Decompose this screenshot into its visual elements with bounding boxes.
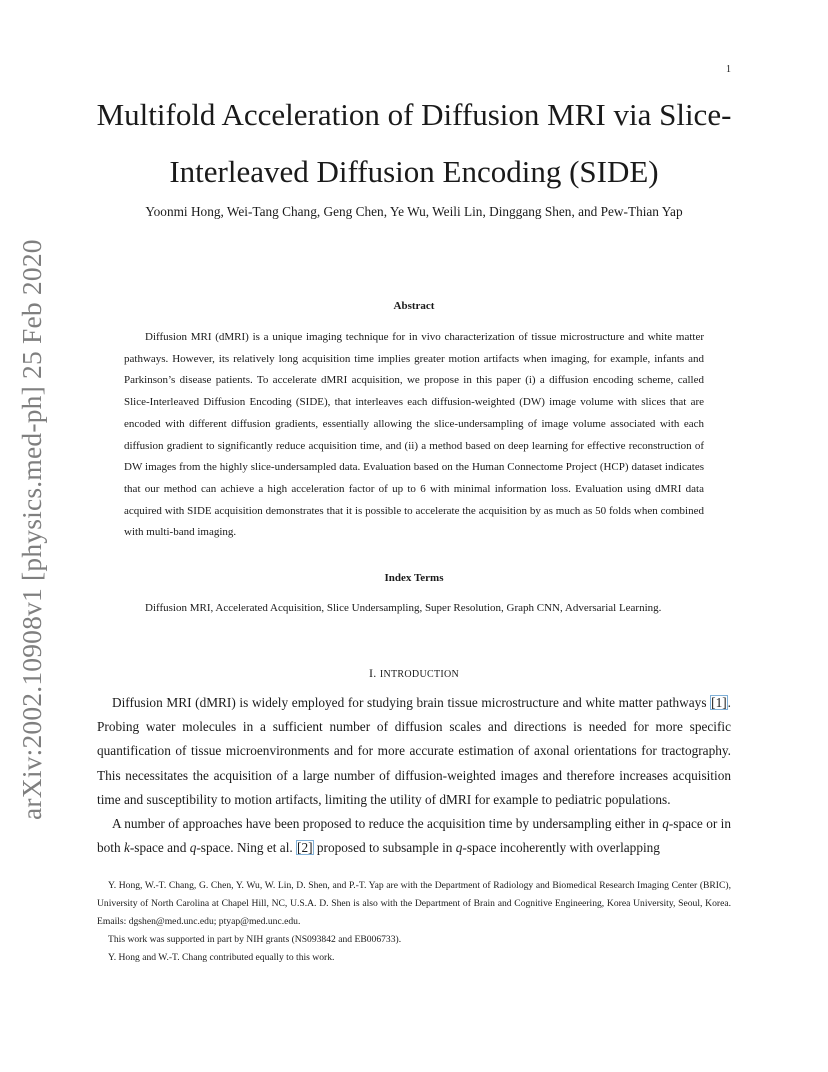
intro-p2-text-b: -space or in both [97,816,731,856]
abstract-heading: Abstract [393,300,435,312]
intro-p2-text-f: -space incoherently with overlapping [462,840,660,856]
citation-link-2[interactable]: [2] [297,840,313,856]
intro-paragraph-2 [97,812,731,860]
page-number: 1 [726,64,731,75]
footnote-equal-contribution: Y. Hong and W.-T. Chang contributed equally to this work. [108,952,335,963]
math-q: q [455,840,463,856]
section-title: INTRODUCTION [379,669,460,680]
footnotes [97,877,731,967]
arxiv-side-stamp: arXiv:2002.10908v1 [physics.med-ph] 25 Feb 2020 [16,239,47,820]
introduction-heading [96,666,732,681]
math-k: k [123,840,130,856]
intro-p2-text-e: proposed to subsample in [313,840,456,856]
math-q: q [189,840,197,856]
intro-p2-text-a: A number of approaches have been proposed to reduce the acquisition time by undersampling either in [112,816,663,831]
footnote-affiliations: Y. Hong, W.-T. Chang, G. Chen, Y. Wu, W. Lin, D. Shen, and P.-T. Yap are with the Department of Radiology and Biomedical Research Imaging Center (BRIC), University of North Carolina at Chapel Hill, NC, U.S.A. D. Shen is also with the Department of Brain and Cognitive Engineering, Korea University, Seoul, Korea. Emails: dgshen@med.unc.edu; ptyap@med.unc.edu. [97,880,731,927]
citation-link-1[interactable]: [1] [711,695,727,710]
index-terms-text: Diffusion MRI, Accelerated Acquisition, Slice Undersampling, Super Resolution, Graph CNN, Adversarial Learning. [145,602,662,614]
math-q: q [662,816,669,831]
footnote-funding: This work was supported in part by NIH grants (NS093842 and EB006733). [108,934,402,945]
section-numeral: I. [368,666,380,680]
abstract-text: Diffusion MRI (dMRI) is a unique imaging technique for in vivo characterization of tissue microstructure and white matter pathways. However, its relatively long acquisition time implies greater motion artifacts when imaging, for example, infants and Parkinson’s disease patients. To accelerate dMRI acquisition, we propose in this paper (i) a diffusion encoding scheme, called Slice-Interleaved Diffusion Encoding (SIDE), that interleaves each diffusion-weighted (DW) image volume with slices that are encoded with different diffusion gradients, essentially allowing the slice-undersampling of image volume associated with each diffusion gradient to significantly reduce acquisition time, and (ii) a method based on deep learning for effective reconstruction of DW images from the highly slice-undersampled data. Evaluation based on the Human Connectome Project (HCP) dataset indicates that our method can achieve a high acceleration factor of up to 6 with minimal information loss. Evaluation using dMRI data acquired with SIDE acquisition demonstrates that it is possible to accelerate the acquisition by as much as 50 folds when combined with multi-band imaging. [124,331,704,539]
intro-p1-text: Diffusion MRI (dMRI) is widely employed for studying brain tissue microstructure and white matter pathways [112,695,711,710]
intro-p2-text-c: -space and [129,840,190,856]
intro-paragraph-1 [97,691,731,812]
index-terms-heading: Index Terms [384,572,444,584]
author-list: Yoonmi Hong, Wei-Tang Chang, Geng Chen, Ye Wu, Weili Lin, Dinggang Shen, and Pew-Thian Yap [145,204,683,219]
intro-p2-text-d: -space. Ning et al. [196,840,297,856]
paper-title: Multifold Acceleration of Diffusion MRI via Slice-Interleaved Diffusion Encoding (SIDE) [96,97,732,189]
intro-p1-rest: . Probing water molecules in a sufficient number of diffusion scales and directions is needed for more specific quantification of tissue microenvironments and for more accurate estimation of axonal orientations for tractography. This necessitates the acquisition of a large number of diffusion-weighted images and therefore increases acquisition time and susceptibility to motion artifacts, limiting the utility of dMRI for example to pediatric populations. [97,695,731,807]
